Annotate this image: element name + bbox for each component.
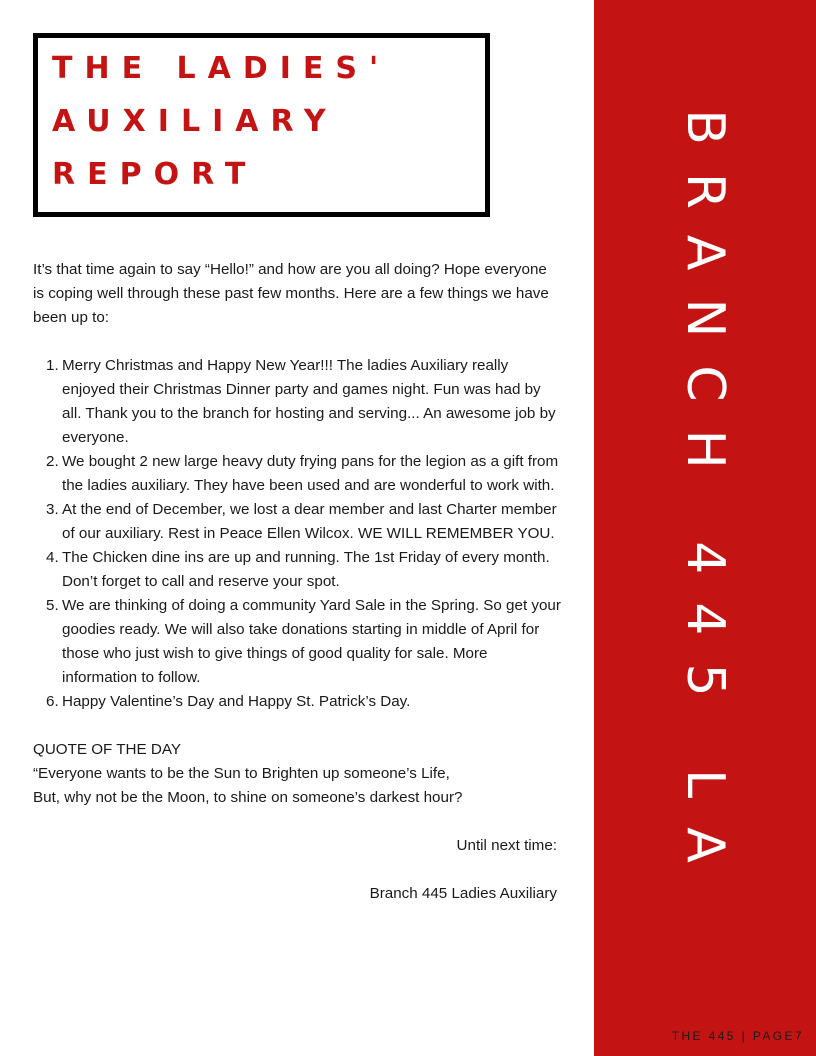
list-item-number: 2. xyxy=(46,453,59,470)
list-item-number: 4. xyxy=(46,549,59,566)
list-item-number: 3. xyxy=(46,501,59,518)
list-item-text: We are thinking of doing a community Yard Sale in the Spring. So get your goodies ready. We will also take donations starting in middle of April for those who just wish to give things of good quality for sale. More information to follow. xyxy=(62,597,561,686)
list-item-text: The Chicken dine ins are up and running. The 1st Friday of every month. Don’t forget to call and reserve your spot. xyxy=(62,549,550,590)
title-line-3: REPORT xyxy=(52,157,258,192)
intro-paragraph: It’s that time again to say “Hello!” and how are you all doing? Hope everyone is coping well through these past few months. Here are a few things we have been up to: xyxy=(33,261,549,326)
list-item-number: 1. xyxy=(46,357,59,374)
title-box xyxy=(33,33,490,217)
list-item-number: 5. xyxy=(46,597,59,614)
list-item xyxy=(33,354,561,450)
quote-line-1: “Everyone wants to be the Sun to Brighten up someone’s Life, xyxy=(33,765,450,782)
quote-heading: QUOTE OF THE DAY xyxy=(33,741,181,758)
update-list xyxy=(33,354,561,714)
quote-line-2: But, why not be the Moon, to shine on someone’s darkest hour? xyxy=(33,789,463,806)
list-item-number: 6. xyxy=(46,693,59,710)
list-item xyxy=(33,594,561,690)
list-item xyxy=(33,450,561,498)
list-item-text: We bought 2 new large heavy duty frying pans for the legion as a gift from the ladies auxiliary. They have been used and are wonderful to work with. xyxy=(62,453,559,494)
signature: Branch 445 Ladies Auxiliary xyxy=(369,885,557,902)
list-item xyxy=(33,690,561,714)
title-line-1: THE LADIES' xyxy=(52,51,391,86)
quote-block xyxy=(33,738,561,810)
list-item xyxy=(33,498,561,546)
title-line-2: AUXILIARY xyxy=(52,104,338,139)
sidebar-panel xyxy=(594,0,816,1056)
vertical-title: BRANCH 445 LA xyxy=(675,109,735,891)
list-item xyxy=(33,546,561,594)
article-body xyxy=(33,258,561,906)
list-item-text: Happy Valentine’s Day and Happy St. Patrick’s Day. xyxy=(62,693,411,710)
list-item-text: At the end of December, we lost a dear member and last Charter member of our auxiliary. Rest in Peace Ellen Wilcox. WE WILL REMEMBER YOU. xyxy=(62,501,557,542)
page-footer: THE 445 | PAGE7 xyxy=(671,1029,804,1043)
closing-text: Until next time: xyxy=(456,837,557,854)
list-item-text: Merry Christmas and Happy New Year!!! The ladies Auxiliary really enjoyed their Christmas Dinner party and games night. Fun was had by all. Thank you to the branch for hosting and serving... An awesome job by everyone. xyxy=(62,357,556,446)
